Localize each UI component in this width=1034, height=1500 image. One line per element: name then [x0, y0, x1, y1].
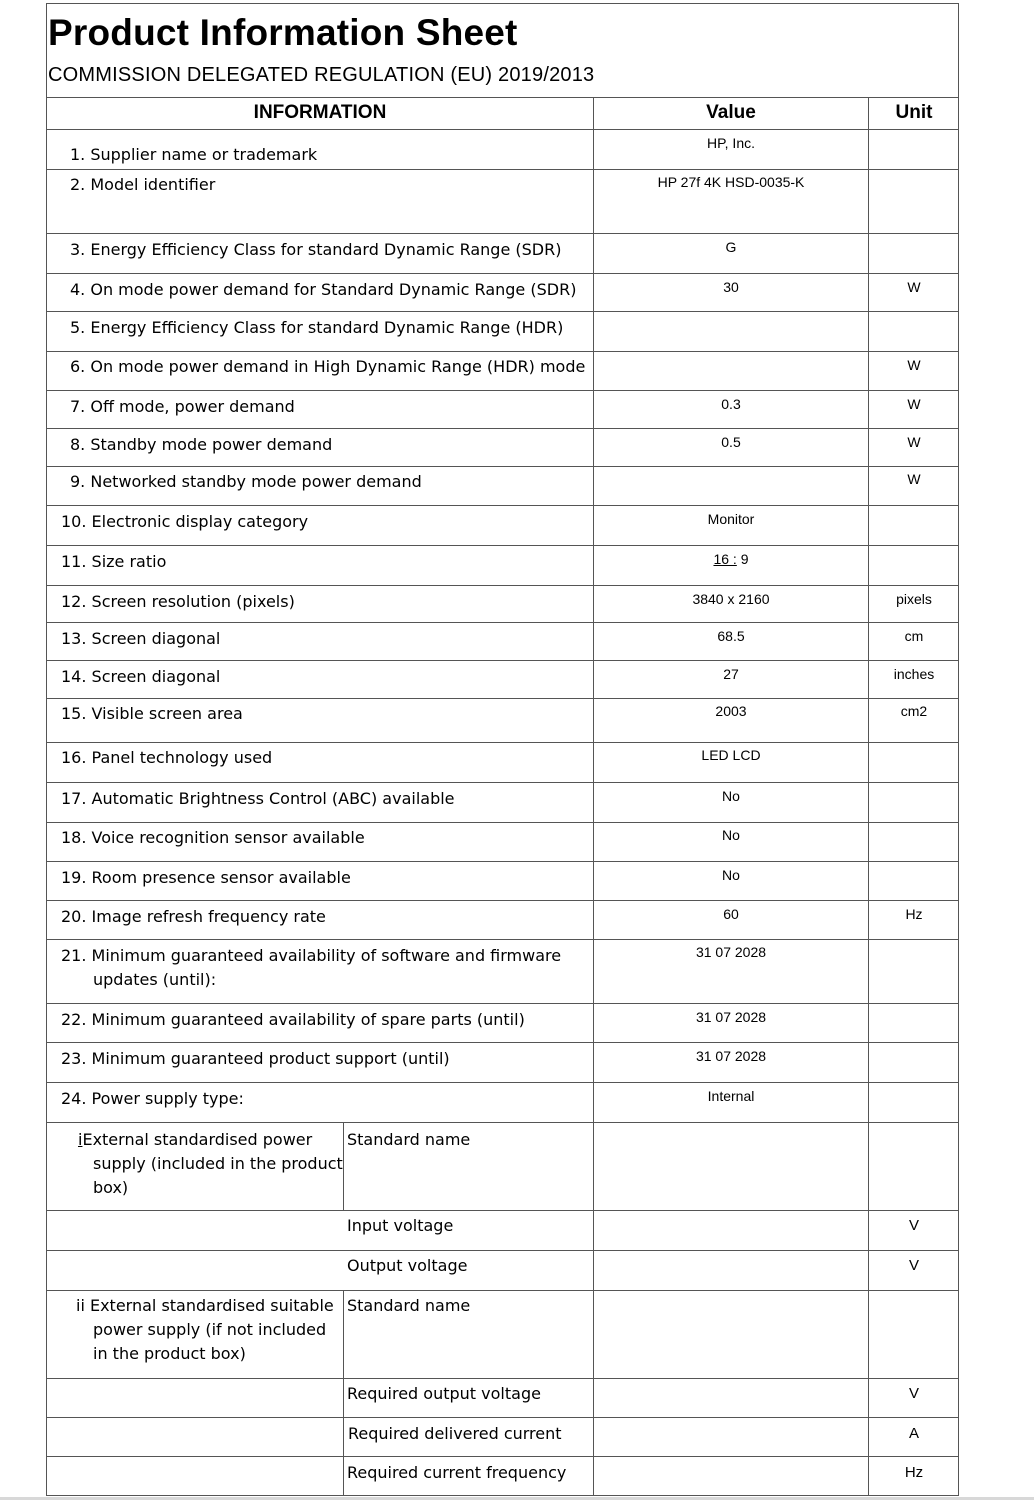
table-horizontal-rule — [47, 1082, 959, 1083]
row-value: LED LCD — [701, 747, 761, 763]
ps-row-name: Input voltage — [347, 1216, 454, 1235]
ps-row-unit: V — [908, 1257, 919, 1274]
row-label: 6. On mode power demand in High Dynamic Range (HDR) mode — [70, 357, 586, 376]
table-horizontal-rule — [47, 660, 959, 661]
ps-row-name: Required current frequency — [347, 1463, 567, 1482]
table-horizontal-rule — [47, 97, 959, 98]
ps-row-name: Output voltage — [347, 1256, 468, 1275]
regulation-subtitle: COMMISSION DELEGATED REGULATION (EU) 2019/2013 — [48, 64, 595, 86]
row-label: 22. Minimum guaranteed availability of spare parts (until) — [61, 1010, 525, 1029]
ext-power-suitable-line2: power supply (if not included — [93, 1320, 327, 1339]
row-label: 19. Room presence sensor available — [61, 868, 351, 887]
row-unit: pixels — [896, 591, 932, 607]
row-label: 14. Screen diagonal — [61, 667, 221, 686]
row-value: No — [722, 788, 740, 804]
row-value: No — [722, 867, 740, 883]
ps-row-name: Required output voltage — [347, 1384, 541, 1403]
table-horizontal-rule — [47, 390, 959, 391]
table-horizontal-rule — [47, 1417, 959, 1418]
row-label: 8. Standby mode power demand — [70, 435, 333, 454]
ps-row-name: Standard name — [347, 1296, 471, 1315]
table-horizontal-rule — [47, 311, 959, 312]
row-label: 24. Power supply type: — [61, 1089, 244, 1108]
row-unit: W — [907, 357, 921, 373]
row-value: 31 07 2028 — [695, 1048, 767, 1064]
row-value-size-ratio — [594, 551, 868, 567]
row-unit: inches — [893, 666, 935, 682]
ext-power-included-line3: box) — [93, 1178, 129, 1197]
row-label: 15. Visible screen area — [61, 704, 243, 723]
row-value: Monitor — [707, 511, 755, 527]
row-label: 17. Automatic Brightness Control (ABC) available — [61, 789, 455, 808]
table-horizontal-rule — [47, 129, 959, 130]
table-horizontal-rule — [47, 233, 959, 234]
table-horizontal-rule — [47, 1122, 959, 1123]
ps-row-name: Standard name — [347, 1130, 471, 1149]
row-value: 31 07 2028 — [695, 944, 767, 960]
table-horizontal-rule — [47, 351, 959, 352]
table-horizontal-rule — [47, 428, 959, 429]
row-unit: W — [907, 434, 921, 450]
row-unit: W — [907, 396, 921, 412]
table-horizontal-rule — [47, 1250, 959, 1251]
row-label: 16. Panel technology used — [61, 748, 273, 767]
row-value: HP 27f 4K HSD-0035-K — [657, 174, 805, 190]
table-vertical-rule — [343, 1122, 344, 1210]
ext-power-included-label — [78, 1128, 312, 1152]
row-label: 1. Supplier name or trademark — [70, 145, 318, 164]
table-horizontal-rule — [47, 545, 959, 546]
row-value: 2003 — [715, 703, 747, 719]
ext-power-suitable-line3: in the product box) — [93, 1344, 246, 1363]
row-value: 3840 x 2160 — [692, 591, 770, 607]
row-value: 60 — [723, 906, 739, 922]
size-ratio-height: 9 — [736, 551, 749, 567]
row-label: 2. Model identifier — [70, 175, 216, 194]
ps-row-unit: Hz — [904, 1464, 924, 1481]
table-horizontal-rule — [47, 1290, 959, 1291]
row-label: 11. Size ratio — [61, 552, 167, 571]
ext-power-included-prefix: i — [78, 1130, 83, 1149]
table-horizontal-rule — [47, 1456, 959, 1457]
row-unit: cm2 — [900, 703, 928, 719]
ext-power-included-line2: supply (included in the product — [93, 1154, 343, 1173]
table-horizontal-rule — [47, 1003, 959, 1004]
table-horizontal-rule — [47, 1042, 959, 1043]
column-header-information: INFORMATION — [253, 102, 387, 123]
page-title: Product Information Sheet — [48, 12, 518, 53]
table-horizontal-rule — [47, 861, 959, 862]
column-header-value: Value — [706, 102, 756, 123]
ps-row-unit: V — [908, 1217, 919, 1234]
table-horizontal-rule — [47, 273, 959, 274]
table-vertical-rule — [868, 97, 869, 1496]
row-value: G — [725, 239, 737, 255]
table-horizontal-rule — [47, 585, 959, 586]
row-label: 12. Screen resolution (pixels) — [61, 592, 295, 611]
row-label: 18. Voice recognition sensor available — [61, 828, 365, 847]
row-label: 7. Off mode, power demand — [70, 397, 295, 416]
table-horizontal-rule — [47, 698, 959, 699]
row-label: 9. Networked standby mode power demand — [70, 472, 422, 491]
row-unit: Hz — [905, 906, 923, 922]
table-horizontal-rule — [47, 939, 959, 940]
table-horizontal-rule — [47, 1210, 959, 1211]
row-label: 21. Minimum guaranteed availability of software and firmware — [61, 946, 562, 965]
ps-row-name: Required delivered current — [348, 1424, 562, 1443]
size-ratio-width: 16 : — [713, 551, 737, 567]
row-label-continued: updates (until): — [93, 970, 217, 989]
row-label: 23. Minimum guaranteed product support (until) — [61, 1049, 450, 1068]
table-horizontal-rule — [47, 822, 959, 823]
table-horizontal-rule — [47, 622, 959, 623]
row-value: 0.3 — [721, 396, 741, 412]
row-value: Internal — [707, 1088, 755, 1104]
ps-row-unit: A — [908, 1425, 919, 1442]
row-unit: W — [907, 471, 921, 487]
row-label: 3. Energy Efficiency Class for standard Dynamic Range (SDR) — [70, 240, 562, 259]
row-label: 20. Image refresh frequency rate — [61, 907, 326, 926]
row-value: HP, Inc. — [707, 135, 755, 151]
row-unit: cm — [904, 628, 924, 644]
row-value: 0.5 — [721, 434, 741, 450]
table-vertical-rule — [343, 1290, 344, 1496]
row-value: 68.5 — [717, 628, 745, 644]
row-value: 27 — [723, 666, 739, 682]
table-horizontal-rule — [47, 900, 959, 901]
row-value: 31 07 2028 — [695, 1009, 767, 1025]
table-horizontal-rule — [47, 742, 959, 743]
row-label: 13. Screen diagonal — [61, 629, 221, 648]
table-horizontal-rule — [47, 466, 959, 467]
row-label: 4. On mode power demand for Standard Dynamic Range (SDR) — [70, 280, 577, 299]
table-horizontal-rule — [47, 782, 959, 783]
ext-power-suitable-line1: ii External standardised suitable — [76, 1296, 334, 1315]
row-value: No — [722, 827, 740, 843]
row-label: 10. Electronic display category — [61, 512, 309, 531]
table-horizontal-rule — [47, 169, 959, 170]
column-header-unit: Unit — [895, 102, 933, 123]
row-unit: W — [907, 279, 921, 295]
ext-power-included-line1: External standardised power — [82, 1130, 313, 1149]
table-horizontal-rule — [47, 1378, 959, 1379]
row-value: 30 — [723, 279, 739, 295]
table-horizontal-rule — [47, 505, 959, 506]
row-label: 5. Energy Efficiency Class for standard Dynamic Range (HDR) — [70, 318, 564, 337]
ps-row-unit: V — [908, 1385, 919, 1402]
